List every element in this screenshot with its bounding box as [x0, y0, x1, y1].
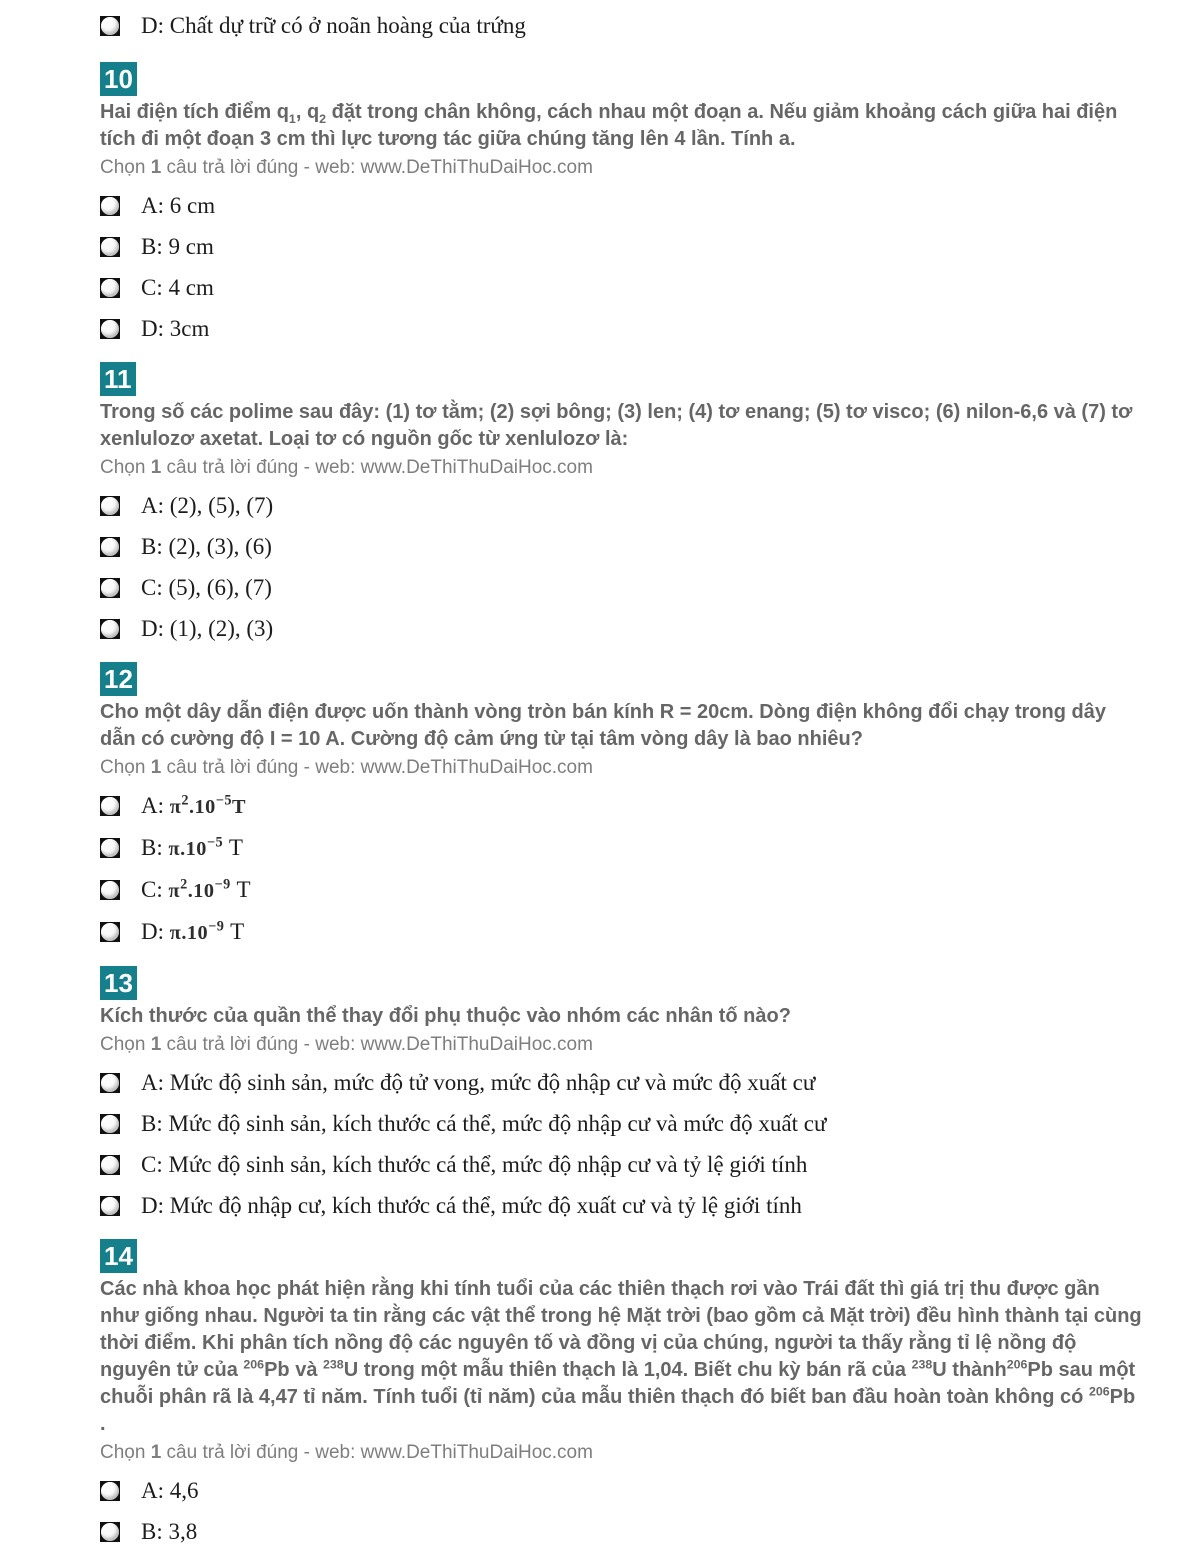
answer-option-row[interactable]: [100, 1191, 1142, 1221]
answer-option-row[interactable]: [100, 917, 1142, 948]
answer-option-label: A: (2), (5), (7): [141, 493, 274, 518]
question-text: Kích thước của quần thể thay đổi phụ thuộc vào nhóm các nhân tố nào?: [100, 1005, 791, 1027]
radio-checkbox-icon[interactable]: [100, 578, 120, 598]
answer-option-label: B: (2), (3), (6): [141, 534, 272, 559]
answer-option-label: B: $\pi.10^{-5}$ T: [141, 834, 243, 860]
options-list: [100, 491, 1142, 644]
answer-option-label: A: 6 cm: [141, 193, 216, 218]
answer-option-row[interactable]: [100, 532, 1142, 562]
answer-option-label: B: 3,8: [141, 1519, 198, 1544]
answer-option-row[interactable]: [100, 573, 1142, 603]
answer-option-row[interactable]: [100, 491, 1142, 521]
answer-option-label: D: (1), (2), (3): [141, 616, 274, 641]
radio-checkbox-icon[interactable]: [100, 880, 120, 900]
answer-option-label: A: 4,6: [141, 1478, 199, 1503]
choose-answer-line: Chọn 1 câu trả lời đúng - web: www.DeThiThuDaiHoc.com: [100, 757, 593, 778]
options-list: [100, 791, 1142, 948]
answer-option-row[interactable]: [100, 232, 1142, 262]
question-text: Cho một dây dẫn điện được uốn thành vòng tròn bán kính R = 20cm. Dòng điện không đổi chạy trong dây dẫn có cường độ I = 10 A. Cường độ cảm ứng từ tại tâm vòng dây là bao nhiêu?: [100, 701, 1106, 750]
radio-checkbox-icon[interactable]: [100, 278, 120, 298]
answer-option-label: D: $\pi.10^{-9}$ T: [141, 918, 245, 944]
radio-checkbox-icon[interactable]: [100, 1196, 120, 1216]
answer-option-row[interactable]: [100, 273, 1142, 303]
answer-option-label: C: $\pi^2.10^{-9}$ T: [141, 876, 251, 902]
question-number-badge: 14: [100, 1239, 137, 1273]
answer-option-row[interactable]: [100, 875, 1142, 906]
answer-option-row[interactable]: [100, 614, 1142, 644]
radio-checkbox-icon[interactable]: [100, 1073, 120, 1093]
question-number-badge: 12: [100, 662, 137, 696]
answer-option-label: D: Chất dự trữ có ở noãn hoàng của trứng: [141, 13, 526, 38]
radio-checkbox-icon[interactable]: [100, 1155, 120, 1175]
answer-option-row[interactable]: [100, 1517, 1142, 1547]
answer-option-row[interactable]: [100, 11, 1142, 41]
radio-checkbox-icon[interactable]: [100, 196, 120, 216]
question-number-badge: 13: [100, 966, 137, 1000]
answer-option-label: B: Mức độ sinh sản, kích thước cá thể, mức độ nhập cư và mức độ xuất cư: [141, 1111, 827, 1136]
radio-checkbox-icon[interactable]: [100, 1114, 120, 1134]
answer-option-row[interactable]: [100, 1068, 1142, 1098]
options-list: [100, 191, 1142, 344]
answer-option-row[interactable]: [100, 1476, 1142, 1506]
answer-option-label: C: Mức độ sinh sản, kích thước cá thể, mức độ nhập cư và tỷ lệ giới tính: [141, 1152, 808, 1177]
question-block: [100, 655, 1142, 948]
answer-option-label: B: 9 cm: [141, 234, 214, 259]
radio-checkbox-icon[interactable]: [100, 16, 120, 36]
question-number-badge: 10: [100, 62, 137, 96]
radio-checkbox-icon[interactable]: [100, 922, 120, 942]
choose-answer-line: Chọn 1 câu trả lời đúng - web: www.DeThiThuDaiHoc.com: [100, 1034, 593, 1055]
radio-checkbox-icon[interactable]: [100, 838, 120, 858]
radio-checkbox-icon[interactable]: [100, 496, 120, 516]
answer-option-row[interactable]: [100, 791, 1142, 822]
answer-option-label: A: $\pi^2.10^{-5}T$: [141, 792, 247, 818]
question-text: Hai điện tích điểm $q_1$, $q_2$ đặt trong chân không, cách nhau một đoạn a. Nếu giảm khoảng cách giữa hai điện tích đi một đoạn 3 cm thì lực tương tác giữa chúng tăng lên 4 lần. Tính a.: [100, 101, 1118, 150]
radio-checkbox-icon[interactable]: [100, 1481, 120, 1501]
radio-checkbox-icon[interactable]: [100, 237, 120, 257]
answer-option-label: D: Mức độ nhập cư, kích thước cá thể, mức độ xuất cư và tỷ lệ giới tính: [141, 1193, 802, 1218]
question-block: [100, 55, 1142, 344]
answer-option-row[interactable]: [100, 1109, 1142, 1139]
answer-option-label: C: (5), (6), (7): [141, 575, 272, 600]
options-list: [100, 1476, 1142, 1547]
answer-option-row[interactable]: [100, 833, 1142, 864]
question-block: [100, 355, 1142, 644]
answer-option-row[interactable]: [100, 191, 1142, 221]
answer-option-label: A: Mức độ sinh sản, mức độ tử vong, mức độ nhập cư và mức độ xuất cư: [141, 1070, 816, 1095]
choose-answer-line: Chọn 1 câu trả lời đúng - web: www.DeThiThuDaiHoc.com: [100, 1442, 593, 1463]
radio-checkbox-icon[interactable]: [100, 319, 120, 339]
question-text: Trong số các polime sau đây: (1) tơ tằm; (2) sợi bông; (3) len; (4) tơ enang; (5) tơ visco; (6) nilon-6,6 và (7) tơ xenlulozơ axetat. Loại tơ có nguồn gốc từ xenlulozơ là:: [100, 401, 1133, 450]
question-text: Các nhà khoa học phát hiện rằng khi tính tuổi của các thiên thạch rơi vào Trái đất thì giá trị thu được gần như giống nhau. Người ta tin rằng các vật thể trong hệ Mặt trời (bao gồm cả Mặt trời) đều hình thành tại cùng thời điểm. Khi phân tích nồng độ các nguyên tố và đồng vị của chúng, người ta thấy rằng tỉ lệ nồng độ nguyên tử của $^{206}$Pb và $^{238}$U trong một mẫu thiên thạch là 1,04. Biết chu kỳ bán rã của $^{238}$U thành$^{206}$Pb sau một chuỗi phân rã là 4,47 tỉ năm. Tính tuổi (tỉ năm) của mẫu thiên thạch đó biết ban đầu hoàn toàn không có $^{206}$Pb .: [100, 1278, 1142, 1435]
answer-option-row[interactable]: [100, 1150, 1142, 1180]
radio-checkbox-icon[interactable]: [100, 619, 120, 639]
radio-checkbox-icon[interactable]: [100, 537, 120, 557]
radio-checkbox-icon[interactable]: [100, 796, 120, 816]
question-block: [100, 1232, 1142, 1547]
choose-answer-line: Chọn 1 câu trả lời đúng - web: www.DeThiThuDaiHoc.com: [100, 157, 593, 178]
radio-checkbox-icon[interactable]: [100, 1522, 120, 1542]
question-number-badge: 11: [100, 362, 136, 396]
options-list: [100, 1068, 1142, 1221]
question-block: [100, 959, 1142, 1221]
answer-option-label: D: 3cm: [141, 316, 210, 341]
answer-option-label: C: 4 cm: [141, 275, 214, 300]
choose-answer-line: Chọn 1 câu trả lời đúng - web: www.DeThiThuDaiHoc.com: [100, 457, 593, 478]
answer-option-row[interactable]: [100, 314, 1142, 344]
